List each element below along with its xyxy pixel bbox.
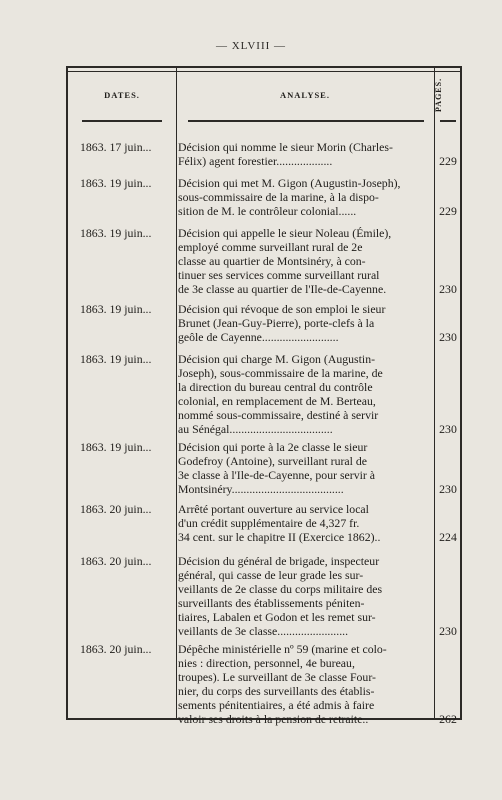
entry-date: 1863. 19 juin... — [80, 440, 152, 454]
analysis-line: Décision qui nomme le sieur Morin (Charles- — [178, 140, 393, 154]
entry-analysis — [178, 352, 433, 436]
analysis-line: tiaires, Labalen et Godon et les remet sur- — [178, 610, 376, 624]
entry-analysis — [178, 554, 433, 638]
analysis-line: Décision qui met M. Gigon (Augustin-Joseph), — [178, 176, 401, 190]
analysis-line: de 3e classe au quartier de l'Ile-de-Cayenne. — [178, 282, 387, 296]
analysis-line: la direction du bureau central du contrôle — [178, 380, 373, 394]
entry-date: 1863. 20 juin... — [80, 502, 152, 516]
dates-column-divider — [176, 68, 177, 718]
analysis-line: Joseph), sous-commissaire de la marine, de — [178, 366, 383, 380]
entry-analysis — [178, 642, 433, 726]
analysis-header-rule — [188, 120, 424, 122]
entry-analysis — [178, 140, 433, 168]
analysis-header: ANALYSE. — [280, 90, 330, 100]
analysis-line: employé comme surveillant rural de 2e — [178, 240, 363, 254]
analysis-line: Godefroy (Antoine), surveillant rural de — [178, 454, 368, 468]
analysis-line: d'un crédit supplémentaire de 4,327 fr. — [178, 516, 360, 530]
analysis-line: Décision du général de brigade, inspecteur — [178, 554, 380, 568]
analysis-line: Décision qui révoque de son emploi le sieur — [178, 302, 386, 316]
analysis-line: Décision qui porte à la 2e classe le sieur — [178, 440, 368, 454]
analysis-line: Brunet (Jean-Guy-Pierre), porte-clefs à la — [178, 316, 375, 330]
analysis-line: troupes). Le surveillant de 3e classe Four- — [178, 670, 376, 684]
entry-page-number: 230 — [439, 330, 457, 344]
entry-page-number: 229 — [439, 204, 457, 218]
pages-header-rule — [440, 120, 456, 122]
entry-date: 1863. 19 juin... — [80, 176, 152, 190]
analysis-line: Dépêche ministérielle nº 59 (marine et colo- — [178, 642, 387, 656]
entry-analysis — [178, 502, 433, 544]
analysis-line: surveillants des établissements péniten- — [178, 596, 365, 610]
analysis-line: 3e classe à l'Ile-de-Cayenne, pour servir à — [178, 468, 376, 482]
analysis-line: Arrêté portant ouverture au service local — [178, 502, 369, 516]
analysis-line: geôle de Cayenne.......................... — [178, 330, 339, 344]
analysis-line: général, qui casse de leur grade les sur- — [178, 568, 364, 582]
entry-date: 1863. 17 juin... — [80, 140, 152, 154]
entry-analysis — [178, 176, 433, 218]
pages-header: PAGES. — [434, 77, 443, 113]
entry-page-number: 230 — [439, 282, 457, 296]
page-number: — XLVIII — — [215, 40, 287, 52]
analysis-line: nommé sous-commissaire, destiné à servir — [178, 408, 379, 422]
analysis-line: colonial, en remplacement de M. Berteau, — [178, 394, 376, 408]
analysis-line: Décision qui appelle le sieur Noleau (Émile), — [178, 226, 392, 240]
entry-date: 1863. 19 juin... — [80, 352, 152, 366]
analysis-line: Décision qui charge M. Gigon (Augustin- — [178, 352, 376, 366]
analysis-line: 34 cent. sur le chapitre II (Exercice 1862).. — [178, 530, 381, 544]
analysis-line: sements pénitentiaires, a été admis à faire — [178, 698, 375, 712]
analysis-line: au Sénégal................................... — [178, 422, 333, 436]
entry-analysis — [178, 302, 433, 344]
dates-header-rule — [82, 120, 162, 122]
analysis-line: valoir ses droits à la pension de retraite.. — [178, 712, 369, 726]
index-table — [66, 66, 462, 726]
entry-date: 1863. 20 juin... — [80, 642, 152, 656]
entry-page-number: 262 — [439, 712, 457, 726]
analysis-line: tinuer ses services comme surveillant rural — [178, 268, 380, 282]
entry-date: 1863. 19 juin... — [80, 302, 152, 316]
analysis-line: veillants de 2e classe du corps militaire des — [178, 582, 383, 596]
entry-page-number: 230 — [439, 482, 457, 496]
entry-page-number: 229 — [439, 154, 457, 168]
analysis-line: nies : direction, personnel, 4e bureau, — [178, 656, 355, 670]
analysis-line: sition de M. le contrôleur colonial...... — [178, 204, 357, 218]
entry-analysis — [178, 440, 433, 496]
entry-page-number: 224 — [439, 530, 457, 544]
table-top-rule — [68, 71, 460, 72]
analysis-line: Montsinéry...................................... — [178, 482, 344, 496]
entry-date: 1863. 19 juin... — [80, 226, 152, 240]
analysis-line: sous-commissaire de la marine, à la dispo- — [178, 190, 379, 204]
analysis-line: Félix) agent forestier................... — [178, 154, 333, 168]
analysis-line: classe au quartier de Montsinéry, à con- — [178, 254, 366, 268]
entry-date: 1863. 20 juin... — [80, 554, 152, 568]
dates-header: DATES. — [104, 90, 140, 100]
entry-page-number: 230 — [439, 422, 457, 436]
analysis-line: nier, du corps des surveillants des établis- — [178, 684, 375, 698]
entry-page-number: 230 — [439, 624, 457, 638]
analysis-line: veillants de 3e classe........................ — [178, 624, 349, 638]
entry-analysis — [178, 226, 433, 296]
